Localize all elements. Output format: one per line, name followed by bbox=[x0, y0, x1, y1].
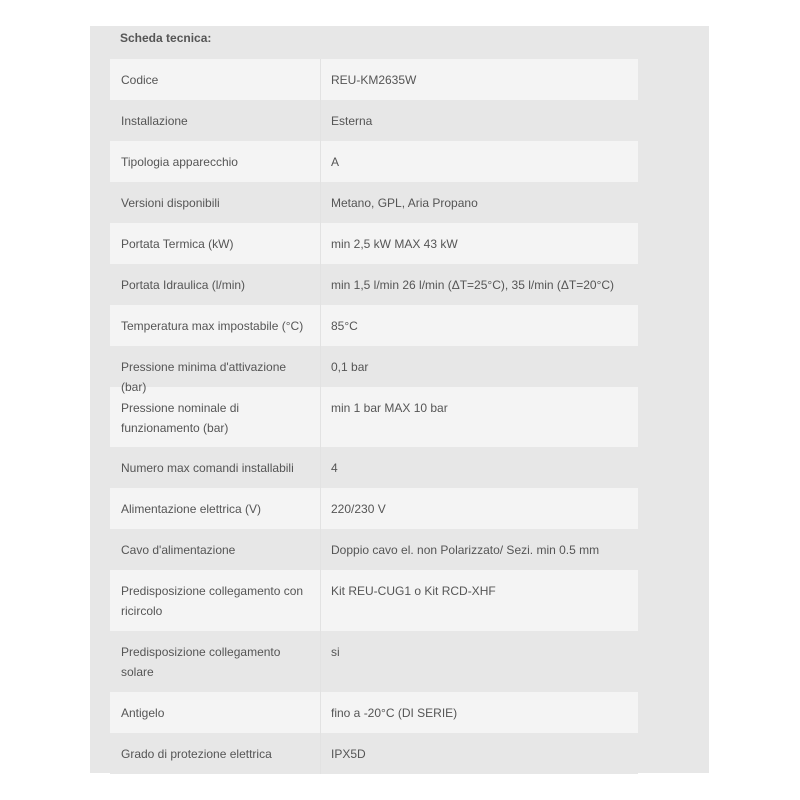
table-row bbox=[110, 631, 638, 692]
spec-value: REU-KM2635W bbox=[331, 73, 417, 87]
section-heading: Scheda tecnica: bbox=[120, 31, 212, 45]
spec-value: Doppio cavo el. non Polarizzato/ Sezi. min 0.5 mm bbox=[331, 543, 600, 557]
spec-label: Cavo d'alimentazione bbox=[110, 529, 321, 570]
table-row bbox=[110, 264, 638, 305]
spec-label: Portata Idraulica (l/min) bbox=[110, 264, 321, 305]
spec-value: min 2,5 kW MAX 43 kW bbox=[331, 237, 458, 251]
table-row bbox=[110, 692, 638, 733]
spec-value: 0,1 bar bbox=[331, 360, 369, 374]
table-row bbox=[110, 447, 638, 488]
table-row bbox=[110, 305, 638, 346]
spec-label: Pressione minima d'attivazione (bar) bbox=[110, 346, 321, 387]
spec-label: Temperatura max impostabile (°C) bbox=[110, 305, 321, 346]
table-row bbox=[110, 529, 638, 570]
spec-label: Codice bbox=[110, 59, 321, 100]
spec-value: A bbox=[331, 155, 340, 169]
spec-label: Portata Termica (kW) bbox=[110, 223, 321, 264]
spec-value: si bbox=[331, 645, 340, 659]
spec-value: min 1,5 l/min 26 l/min (ΔT=25°C), 35 l/min (ΔT=20°C) bbox=[331, 278, 615, 292]
spec-label: Tipologia apparecchio bbox=[110, 141, 321, 182]
spec-value: Kit REU-CUG1 o Kit RCD-XHF bbox=[331, 584, 496, 598]
spec-value: IPX5D bbox=[331, 747, 366, 761]
table-row bbox=[110, 570, 638, 631]
spec-value: 4 bbox=[331, 461, 338, 475]
table-row bbox=[110, 346, 638, 394]
table-row bbox=[110, 387, 638, 447]
spec-value: 85°C bbox=[331, 319, 358, 333]
spec-label: Versioni disponibili bbox=[110, 182, 321, 223]
spec-label: Numero max comandi installabili bbox=[110, 447, 321, 488]
spec-value: 220/230 V bbox=[331, 502, 386, 516]
spec-value: Esterna bbox=[331, 114, 373, 128]
table-row bbox=[110, 141, 638, 182]
spec-table bbox=[110, 59, 638, 774]
tech-spec-panel bbox=[90, 26, 709, 773]
spec-label: Antigelo bbox=[110, 692, 321, 733]
spec-value: Metano, GPL, Aria Propano bbox=[331, 196, 478, 210]
table-row bbox=[110, 59, 638, 100]
table-row bbox=[110, 223, 638, 264]
spec-value: fino a -20°C (DI SERIE) bbox=[331, 706, 458, 720]
table-row bbox=[110, 488, 638, 529]
spec-label: Predisposizione collegamento solare bbox=[110, 631, 321, 692]
spec-label: Predisposizione collegamento con ricircolo bbox=[110, 570, 321, 631]
table-row bbox=[110, 182, 638, 223]
spec-label: Grado di protezione elettrica bbox=[110, 733, 321, 774]
table-row bbox=[110, 733, 638, 774]
spec-label: Pressione nominale di funzionamento (bar) bbox=[110, 387, 321, 447]
spec-label: Installazione bbox=[110, 100, 321, 141]
spec-value: min 1 bar MAX 10 bar bbox=[331, 401, 448, 415]
spec-label: Alimentazione elettrica (V) bbox=[110, 488, 321, 529]
table-row bbox=[110, 100, 638, 141]
